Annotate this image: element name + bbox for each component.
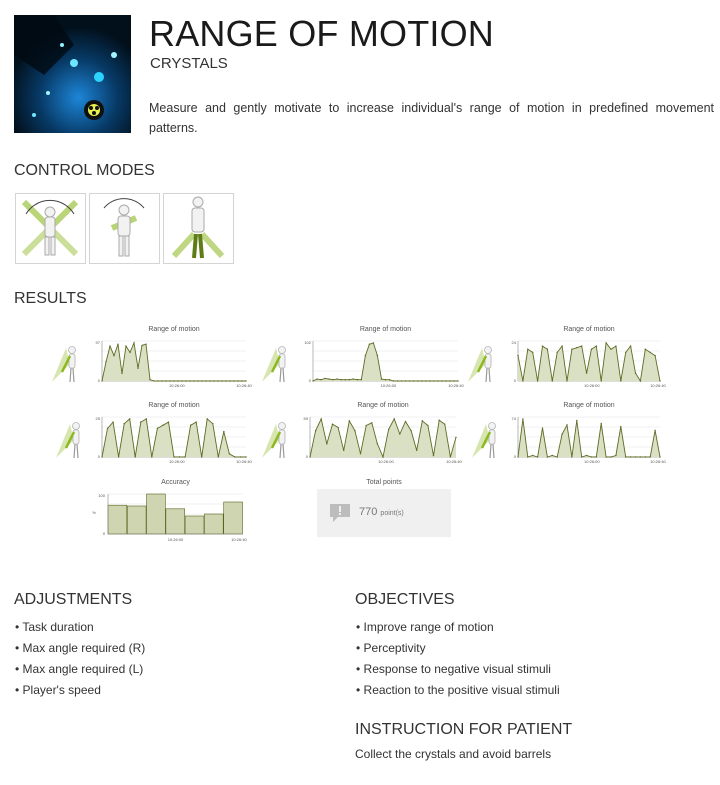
data-point <box>229 453 230 454</box>
adjustments-list <box>15 617 145 701</box>
accuracy-bar <box>185 516 204 534</box>
data-point <box>195 421 196 422</box>
data-point <box>140 421 141 422</box>
data-point <box>429 380 430 381</box>
figure-head <box>73 423 80 430</box>
data-point <box>640 380 641 381</box>
data-point <box>596 345 597 346</box>
data-point <box>315 430 316 431</box>
data-point <box>586 372 587 373</box>
data-point <box>349 420 350 421</box>
data-point <box>121 373 122 374</box>
list-item: • Reaction to the positive visual stimuli <box>356 680 560 701</box>
crystals-game-image <box>14 15 131 133</box>
data-point <box>615 345 616 346</box>
data-point <box>361 379 362 380</box>
data-point <box>309 456 310 457</box>
y-tick-label: 0 <box>305 454 308 459</box>
data-point <box>161 380 162 381</box>
data-point <box>654 430 655 431</box>
data-point <box>409 380 410 381</box>
data-point <box>173 380 174 381</box>
data-point <box>388 429 389 430</box>
torso-rotation-figure-icon <box>90 194 159 263</box>
instruction-heading: INSTRUCTION FOR PATIENT <box>355 721 573 738</box>
trunk-bend-figure-icon <box>468 347 492 383</box>
data-point <box>417 380 418 381</box>
figure-head <box>69 347 76 354</box>
series-line <box>313 343 458 381</box>
data-point <box>123 423 124 424</box>
data-point <box>101 380 102 381</box>
data-point <box>225 380 226 381</box>
x-tick-label: 10:26:40 <box>231 537 247 542</box>
data-point <box>453 380 454 381</box>
data-point <box>620 380 621 381</box>
data-point <box>527 349 528 350</box>
data-point <box>125 345 126 346</box>
data-point <box>625 352 626 353</box>
chart-title: Range of motion <box>563 402 615 409</box>
data-point <box>630 345 631 346</box>
data-point <box>517 456 518 457</box>
arm-swing-figure-icon <box>262 423 286 459</box>
list-item: • Max angle required (L) <box>15 659 145 680</box>
x-tick-label: 10:26:00 <box>380 383 397 388</box>
chart-area <box>313 343 458 381</box>
chart-title: Range of motion <box>357 402 409 409</box>
y-tick-label: 59 <box>303 416 308 421</box>
data-point <box>324 378 325 379</box>
control-modes-list <box>15 193 234 264</box>
chart-title: Range of motion <box>563 326 615 333</box>
data-point <box>421 380 422 381</box>
data-point <box>141 345 142 346</box>
data-point <box>401 380 402 381</box>
x-tick-label: 10:26:00 <box>584 383 600 388</box>
data-point <box>105 361 106 362</box>
y-tick-label: 0 <box>513 378 516 383</box>
accuracy-bar <box>147 494 166 534</box>
data-point <box>566 380 567 381</box>
data-point <box>605 456 606 457</box>
data-point <box>438 420 439 421</box>
data-point <box>532 352 533 353</box>
data-point <box>422 420 423 421</box>
data-point <box>615 455 616 456</box>
data-point <box>581 345 582 346</box>
data-point <box>405 380 406 381</box>
data-point <box>107 428 108 429</box>
data-point <box>129 352 130 353</box>
adjustments-heading: ADJUSTMENTS <box>14 591 133 608</box>
data-point <box>377 355 378 356</box>
data-point <box>365 355 366 356</box>
data-point <box>601 423 602 424</box>
points-unit: point(s) <box>380 510 404 517</box>
figure-legs <box>486 368 490 382</box>
data-point <box>659 380 660 381</box>
data-point <box>146 418 147 419</box>
data-point <box>542 427 543 428</box>
data-point <box>162 425 163 426</box>
data-point <box>157 428 158 429</box>
data-point <box>425 380 426 381</box>
data-point <box>605 342 606 343</box>
data-point <box>326 443 327 444</box>
data-point <box>394 418 395 419</box>
data-point <box>389 379 390 380</box>
data-point <box>373 342 374 343</box>
list-item: • Improve range of motion <box>356 617 560 638</box>
data-point <box>654 355 655 356</box>
figure-legs <box>280 368 284 382</box>
data-point <box>640 456 641 457</box>
data-point <box>630 456 631 457</box>
data-point <box>601 380 602 381</box>
data-point <box>517 355 518 356</box>
y-tick-label: 100 <box>98 493 105 498</box>
data-point <box>450 456 451 457</box>
accuracy-bar <box>108 505 127 534</box>
y-tick-label: 0 <box>97 454 100 459</box>
data-point <box>556 456 557 457</box>
data-point <box>556 352 557 353</box>
data-point <box>547 349 548 350</box>
x-tick-label: 10:26:40 <box>650 383 666 388</box>
data-point <box>537 380 538 381</box>
data-point <box>168 421 169 422</box>
data-point <box>205 380 206 381</box>
data-point <box>197 380 198 381</box>
data-point <box>157 380 158 381</box>
data-point <box>566 424 567 425</box>
data-point <box>596 456 597 457</box>
control-mode-leg-abduction[interactable] <box>163 193 234 264</box>
data-point <box>399 433 400 434</box>
data-point <box>547 456 548 457</box>
arm-raise-figure-icon <box>52 347 76 383</box>
accuracy-bar <box>166 509 185 534</box>
page-subtitle: CRYSTALS <box>150 55 228 72</box>
control-mode-torso-rotation[interactable] <box>89 193 160 264</box>
x-tick-label: 10:26:00 <box>584 459 600 464</box>
y-tick-label: 74 <box>511 416 516 421</box>
data-point <box>237 380 238 381</box>
chart-title: Range of motion <box>148 326 200 333</box>
page-title: RANGE OF MOTION <box>149 13 494 54</box>
data-point <box>149 379 150 380</box>
y-axis-label: % <box>92 510 96 515</box>
data-point <box>561 345 562 346</box>
data-point <box>571 349 572 350</box>
data-point <box>340 379 341 380</box>
data-point <box>382 456 383 457</box>
data-point <box>217 380 218 381</box>
x-tick-label: 10:26:40 <box>650 459 666 464</box>
data-point <box>381 378 382 379</box>
data-point <box>552 380 553 381</box>
data-point <box>413 380 414 381</box>
data-point <box>445 380 446 381</box>
data-point <box>336 378 337 379</box>
data-point <box>345 379 346 380</box>
data-point <box>610 456 611 457</box>
data-point <box>153 380 154 381</box>
data-point <box>112 421 113 422</box>
data-point <box>181 380 182 381</box>
data-point <box>571 456 572 457</box>
x-tick-label: 10:26:00 <box>169 383 185 388</box>
data-point <box>635 456 636 457</box>
game-thumbnail <box>14 15 131 133</box>
data-point <box>410 430 411 431</box>
arms-raise-figure-icon <box>16 194 85 263</box>
data-point <box>101 456 102 457</box>
data-point <box>109 345 110 346</box>
data-point <box>332 423 333 424</box>
data-point <box>145 343 146 344</box>
data-point <box>369 343 370 344</box>
chart-area <box>518 419 660 457</box>
data-point <box>218 456 219 457</box>
data-point <box>189 380 190 381</box>
data-point <box>113 355 114 356</box>
data-point <box>576 347 577 348</box>
data-point <box>129 418 130 419</box>
data-point <box>212 423 213 424</box>
data-point <box>433 380 434 381</box>
data-point <box>169 380 170 381</box>
chart-title: Range of motion <box>148 402 200 409</box>
data-point <box>320 379 321 380</box>
instruction-text: Collect the crystals and avoid barrels <box>355 747 552 761</box>
results-heading: RESULTS <box>14 290 87 307</box>
accuracy-bar <box>204 514 223 534</box>
points-flag-icon <box>329 503 351 523</box>
list-item: • Perceptivity <box>356 638 560 659</box>
accuracy-bar <box>127 506 146 534</box>
data-point <box>659 456 660 457</box>
data-point <box>581 456 582 457</box>
control-mode-arms-raise[interactable] <box>15 193 86 264</box>
data-point <box>532 455 533 456</box>
x-tick-label: 10:26:40 <box>448 383 464 388</box>
data-point <box>522 418 523 419</box>
points-number: 770 <box>359 506 378 518</box>
figure-legs <box>280 444 284 458</box>
data-point <box>193 380 194 381</box>
data-point <box>591 456 592 457</box>
list-item: • Task duration <box>15 617 145 638</box>
figure-highlight <box>56 424 74 458</box>
data-point <box>151 456 152 457</box>
figure-highlight <box>52 348 70 382</box>
data-point <box>221 380 222 381</box>
objectives-heading: OBJECTIVES <box>355 591 455 608</box>
y-tick-label: 24 <box>511 340 516 345</box>
data-point <box>522 380 523 381</box>
data-point <box>201 380 202 381</box>
data-point <box>457 380 458 381</box>
data-point <box>201 456 202 457</box>
data-point <box>354 430 355 431</box>
data-point <box>586 455 587 456</box>
data-point <box>385 379 386 380</box>
data-point <box>245 456 246 457</box>
data-point <box>371 422 372 423</box>
data-point <box>610 349 611 350</box>
data-point <box>312 380 313 381</box>
x-tick-label: 10:26:40 <box>236 459 252 464</box>
data-point <box>405 421 406 422</box>
data-point <box>645 456 646 457</box>
data-point <box>233 380 234 381</box>
data-point <box>576 420 577 421</box>
x-tick-label: 10:26:00 <box>378 459 394 464</box>
data-point <box>377 443 378 444</box>
arm-raise-figure-icon <box>262 347 286 383</box>
data-point <box>365 425 366 426</box>
data-point <box>165 380 166 381</box>
data-point <box>328 378 329 379</box>
data-point <box>241 380 242 381</box>
data-point <box>213 380 214 381</box>
control-modes-heading: CONTROL MODES <box>14 162 155 179</box>
data-point <box>118 456 119 457</box>
list-item: • Player's speed <box>15 680 145 701</box>
data-point <box>177 380 178 381</box>
data-point <box>173 456 174 457</box>
data-point <box>316 378 317 379</box>
total-points-value <box>359 506 404 518</box>
y-tick-label: 102 <box>304 340 311 345</box>
figure-legs <box>74 444 78 458</box>
data-point <box>245 380 246 381</box>
data-point <box>625 456 626 457</box>
figure-legs <box>70 368 74 382</box>
figure-legs <box>490 444 494 458</box>
data-point <box>117 343 118 344</box>
data-point <box>455 437 456 438</box>
data-point <box>179 456 180 457</box>
arm-swing-figure-icon <box>472 423 496 459</box>
figure-head <box>485 347 492 354</box>
data-point <box>427 425 428 426</box>
data-point <box>337 427 338 428</box>
data-point <box>552 455 553 456</box>
data-point <box>433 455 434 456</box>
data-point <box>135 456 136 457</box>
x-tick-label: 10:26:00 <box>167 537 184 542</box>
data-point <box>620 426 621 427</box>
figure-highlight <box>262 348 280 382</box>
y-tick-label: 0 <box>513 454 516 459</box>
figure-head <box>279 423 286 430</box>
data-point <box>229 380 230 381</box>
figure-head <box>489 423 496 430</box>
objectives-list <box>356 617 560 701</box>
data-point <box>449 380 450 381</box>
data-point <box>137 368 138 369</box>
data-point <box>343 450 344 451</box>
game-description: Measure and gently motivate to increase individual's range of motion in predefined movement patterns. <box>149 101 714 135</box>
data-point <box>185 380 186 381</box>
data-point <box>635 372 636 373</box>
figure-head <box>279 347 286 354</box>
x-tick-label: 10:26:40 <box>446 459 462 464</box>
data-point <box>360 453 361 454</box>
data-point <box>332 379 333 380</box>
chart-title: Range of motion <box>359 326 412 333</box>
total-points-title: Total points <box>366 479 402 486</box>
data-point <box>561 433 562 434</box>
y-tick-label: 0 <box>102 531 105 536</box>
data-point <box>207 418 208 419</box>
figure-highlight <box>472 424 490 458</box>
accuracy-bar <box>224 502 243 534</box>
data-point <box>650 352 651 353</box>
data-point <box>537 456 538 457</box>
data-point <box>209 380 210 381</box>
y-tick-label: 0 <box>308 378 311 383</box>
data-point <box>349 379 350 380</box>
x-tick-label: 10:26:40 <box>236 383 252 388</box>
data-point <box>353 378 354 379</box>
data-point <box>240 456 241 457</box>
data-point <box>441 380 442 381</box>
total-points-box <box>317 489 451 537</box>
data-point <box>190 425 191 426</box>
data-point <box>393 380 394 381</box>
list-item: • Response to negative visual stimuli <box>356 659 560 680</box>
list-item: • Max angle required (R) <box>15 638 145 659</box>
data-point <box>397 380 398 381</box>
figure-highlight <box>262 424 280 458</box>
data-point <box>437 380 438 381</box>
data-point <box>527 456 528 457</box>
y-tick-label: 0 <box>97 378 100 383</box>
x-tick-label: 10:26:00 <box>169 459 185 464</box>
data-point <box>184 456 185 457</box>
data-point <box>223 431 224 432</box>
accuracy-title: Accuracy <box>161 479 190 486</box>
y-tick-label: 25 <box>95 416 100 421</box>
data-point <box>444 423 445 424</box>
y-tick-label: 97 <box>95 340 100 345</box>
data-point <box>591 349 592 350</box>
data-point <box>542 345 543 346</box>
trunk-bend-figure-icon <box>56 423 80 459</box>
data-point <box>645 349 646 350</box>
figure-highlight <box>468 348 486 382</box>
leg-abduction-figure-icon <box>164 194 233 263</box>
data-point <box>133 342 134 343</box>
data-point <box>416 450 417 451</box>
data-point <box>234 456 235 457</box>
data-point <box>321 418 322 419</box>
data-point <box>650 456 651 457</box>
data-point <box>357 379 358 380</box>
